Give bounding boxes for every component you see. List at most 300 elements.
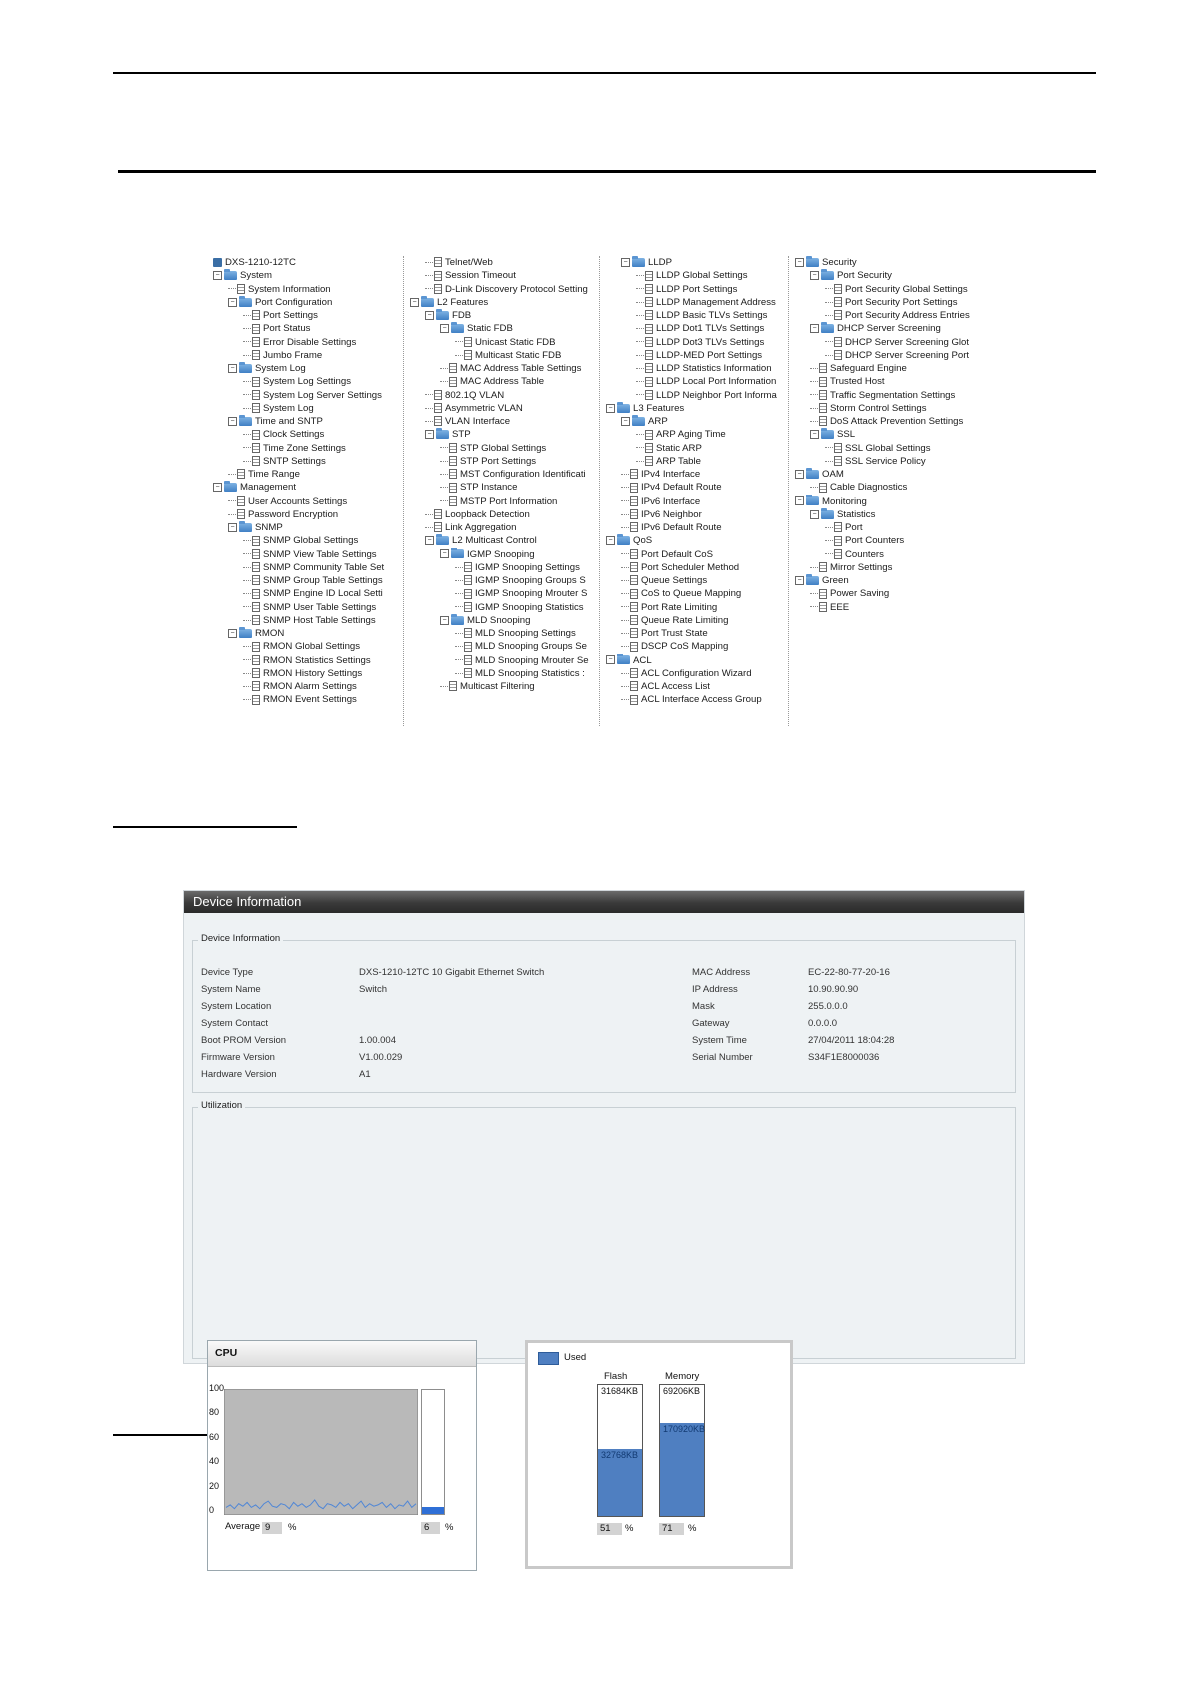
tree-node[interactable] xyxy=(810,561,978,574)
page-icon xyxy=(819,602,827,612)
tree-node[interactable] xyxy=(455,640,602,653)
tree-node[interactable] xyxy=(228,508,410,521)
page-icon xyxy=(645,297,653,307)
tree-node[interactable] xyxy=(810,601,978,614)
tree-connector xyxy=(243,540,251,541)
tree-node[interactable] xyxy=(243,693,410,706)
tree-node[interactable] xyxy=(825,548,978,561)
folder-icon xyxy=(806,576,819,585)
tree-node[interactable] xyxy=(425,508,602,521)
tree-node[interactable] xyxy=(810,481,978,494)
tree-column-2 xyxy=(410,256,602,726)
percent-sign: % xyxy=(688,1523,697,1534)
info-value: 255.0.0.0 xyxy=(808,1001,848,1012)
tree-node[interactable] xyxy=(243,428,410,441)
tree-node[interactable] xyxy=(810,375,978,388)
tree-node[interactable] xyxy=(243,654,410,667)
tree-connector xyxy=(243,646,251,647)
tree-node[interactable] xyxy=(636,442,789,455)
tree-node[interactable] xyxy=(228,627,410,640)
tree-node[interactable] xyxy=(440,614,602,627)
tree-node-label: System Log Server Settings xyxy=(263,389,382,401)
tree-node[interactable] xyxy=(455,587,602,600)
page-icon xyxy=(630,549,638,559)
tree-node-label: Multicast Static FDB xyxy=(475,349,562,361)
tree-node[interactable] xyxy=(243,322,410,335)
page-icon xyxy=(464,668,472,678)
info-label: Device Type xyxy=(201,967,254,978)
tree-node[interactable] xyxy=(228,296,410,309)
tree-node[interactable] xyxy=(243,587,410,600)
tree-node[interactable] xyxy=(810,587,978,600)
tree-connector xyxy=(455,593,463,594)
tree-node-label: IPv6 Default Route xyxy=(641,522,722,533)
tree-node-label: Port Security Port Settings xyxy=(845,296,958,308)
tree-node[interactable] xyxy=(440,322,602,335)
info-value: 0.0.0.0 xyxy=(808,1018,838,1029)
tree-node[interactable] xyxy=(425,389,602,402)
tree-connector xyxy=(621,646,629,647)
tree-connector xyxy=(243,593,251,594)
collapse-toggle-icon[interactable]: − xyxy=(228,298,237,307)
tree-node[interactable] xyxy=(228,495,410,508)
tree-connector xyxy=(621,553,629,554)
tree-node[interactable] xyxy=(636,336,789,349)
tree-connector xyxy=(455,341,463,342)
tree-node[interactable] xyxy=(795,574,978,587)
tree-node[interactable] xyxy=(440,468,602,481)
page-icon xyxy=(464,642,472,652)
tree-node[interactable] xyxy=(825,336,978,349)
tree-node[interactable] xyxy=(425,521,602,534)
tree-node-label: LLDP Statistics Information xyxy=(656,363,772,374)
page-icon xyxy=(252,324,260,334)
tree-node[interactable] xyxy=(621,468,789,481)
tree-node[interactable] xyxy=(810,269,978,282)
tree-node[interactable] xyxy=(810,362,978,375)
tree-node[interactable] xyxy=(621,256,789,269)
tree-node[interactable] xyxy=(243,614,410,627)
percent-sign: % xyxy=(288,1522,297,1533)
tree-node[interactable] xyxy=(810,322,978,335)
y-tick-label: 20 xyxy=(209,1480,220,1491)
collapse-toggle-icon[interactable]: − xyxy=(228,417,237,426)
tree-node[interactable] xyxy=(228,521,410,534)
tree-node-label: MLD Snooping Mrouter Se xyxy=(475,654,589,666)
tree-node[interactable] xyxy=(228,362,410,375)
collapse-toggle-icon[interactable]: − xyxy=(606,404,615,413)
tree-node[interactable] xyxy=(810,428,978,441)
tree-connector xyxy=(440,381,448,382)
tree-node-label: QoS xyxy=(633,535,653,547)
tree-node[interactable] xyxy=(228,415,410,428)
tree-node[interactable] xyxy=(213,481,410,494)
tree-connector xyxy=(243,620,251,621)
tree-node[interactable] xyxy=(825,455,978,468)
folder-icon xyxy=(821,324,834,333)
tree-connector xyxy=(425,394,433,395)
tree-node[interactable] xyxy=(440,362,602,375)
tree-node[interactable] xyxy=(425,256,602,269)
tree-connector xyxy=(621,474,629,475)
tree-node[interactable] xyxy=(825,442,978,455)
tree-node[interactable] xyxy=(455,336,602,349)
tree-node[interactable] xyxy=(810,415,978,428)
tree-node[interactable] xyxy=(810,402,978,415)
tree-node[interactable] xyxy=(455,601,602,614)
collapse-toggle-icon[interactable]: − xyxy=(621,417,630,426)
tree-node[interactable] xyxy=(425,269,602,282)
fieldset-legend: Device Information xyxy=(198,933,283,944)
page-icon xyxy=(834,337,842,347)
info-value: V1.00.029 xyxy=(359,1052,403,1063)
tree-node[interactable] xyxy=(243,667,410,680)
tree-node-label: Jumbo Frame xyxy=(263,349,323,361)
tree-node[interactable] xyxy=(621,640,789,653)
tree-node[interactable] xyxy=(621,574,789,587)
collapse-toggle-icon[interactable]: − xyxy=(425,311,434,320)
page-icon xyxy=(434,403,442,413)
tree-node[interactable] xyxy=(606,402,789,415)
page-icon xyxy=(645,377,653,387)
tree-node[interactable] xyxy=(636,269,789,282)
tree-node[interactable] xyxy=(243,574,410,587)
tree-node[interactable] xyxy=(243,336,410,349)
collapse-toggle-icon[interactable]: − xyxy=(440,549,449,558)
collapse-toggle-icon[interactable]: − xyxy=(606,655,615,664)
info-value: S34F1E8000036 xyxy=(808,1052,880,1063)
cpu-average-value: 9 xyxy=(262,1522,282,1534)
page-icon xyxy=(630,469,638,479)
tree-node-label: Time Zone Settings xyxy=(263,442,346,454)
tree-connector xyxy=(425,514,433,515)
tree-connector xyxy=(425,527,433,528)
collapse-toggle-icon[interactable]: − xyxy=(606,536,615,545)
tree-node[interactable] xyxy=(606,654,789,667)
page-icon xyxy=(252,443,260,453)
tree-connector xyxy=(636,434,644,435)
tree-node[interactable] xyxy=(825,521,978,534)
tree-connector xyxy=(440,487,448,488)
tree-node-label: Traffic Segmentation Settings xyxy=(830,389,956,401)
tree-connector xyxy=(621,580,629,581)
collapse-toggle-icon[interactable]: − xyxy=(440,616,449,625)
tree-connector xyxy=(243,567,251,568)
tree-node-label: ACL Access List xyxy=(641,681,710,692)
info-value: 27/04/2011 18:04:28 xyxy=(808,1035,895,1046)
info-label: Boot PROM Version xyxy=(201,1035,287,1046)
memory-utilization-box xyxy=(525,1340,793,1569)
cpu-title: CPU xyxy=(208,1341,476,1367)
tree-node[interactable] xyxy=(243,601,410,614)
tree-connector xyxy=(440,461,448,462)
tree-node[interactable] xyxy=(636,309,789,322)
tree-node-label: Static ARP xyxy=(656,442,702,454)
tree-node-label: LLDP Dot3 TLVs Settings xyxy=(656,336,765,348)
collapse-toggle-icon[interactable]: − xyxy=(795,470,804,479)
tree-node[interactable] xyxy=(636,455,789,468)
tree-node[interactable] xyxy=(455,627,602,640)
tree-node[interactable] xyxy=(455,667,602,680)
tree-node-label: Mirror Settings xyxy=(830,561,893,573)
folder-icon xyxy=(239,298,252,307)
tree-connector xyxy=(243,447,251,448)
tree-connector xyxy=(425,288,433,289)
collapse-toggle-icon[interactable]: − xyxy=(795,576,804,585)
page-icon xyxy=(252,615,260,625)
tree-node-label: ARP Table xyxy=(656,455,701,467)
collapse-toggle-icon[interactable]: − xyxy=(410,298,419,307)
collapse-toggle-icon[interactable]: − xyxy=(213,483,222,492)
folder-icon xyxy=(632,417,645,426)
tree-node-label: L3 Features xyxy=(633,402,685,414)
tree-connector xyxy=(243,673,251,674)
collapse-toggle-icon[interactable]: − xyxy=(440,324,449,333)
tree-node[interactable] xyxy=(636,389,789,402)
tree-node-label: Error Disable Settings xyxy=(263,336,357,348)
tree-node[interactable] xyxy=(410,296,602,309)
tree-node-label: IGMP Snooping Groups S xyxy=(475,575,586,586)
tree-node[interactable] xyxy=(243,548,410,561)
tree-node[interactable] xyxy=(243,402,410,415)
tree-node[interactable] xyxy=(243,534,410,547)
collapse-toggle-icon[interactable]: − xyxy=(810,510,819,519)
collapse-toggle-icon[interactable]: − xyxy=(810,271,819,280)
tree-connector xyxy=(425,421,433,422)
tree-node[interactable] xyxy=(636,375,789,388)
tree-connector xyxy=(810,593,818,594)
tree-node[interactable] xyxy=(213,269,410,282)
tree-node[interactable] xyxy=(243,680,410,693)
tree-node[interactable] xyxy=(825,309,978,322)
tree-node-label: L2 Multicast Control xyxy=(452,535,537,547)
tree-node[interactable] xyxy=(636,322,789,335)
tree-node[interactable] xyxy=(795,468,978,481)
collapse-toggle-icon[interactable]: − xyxy=(810,430,819,439)
tree-node-label: Time Range xyxy=(248,469,300,480)
tree-node[interactable] xyxy=(621,521,789,534)
tree-node[interactable] xyxy=(440,375,602,388)
tree-connector xyxy=(455,567,463,568)
tree-node-label: User Accounts Settings xyxy=(248,495,348,507)
page-icon xyxy=(630,562,638,572)
tree-node-label: Trusted Host xyxy=(830,376,885,388)
tree-connector xyxy=(455,355,463,356)
page-icon xyxy=(645,363,653,373)
tree-node-label: DXS-1210-12TC xyxy=(225,257,296,268)
tree-node[interactable] xyxy=(825,296,978,309)
tree-connector xyxy=(636,355,644,356)
tree-node[interactable] xyxy=(440,680,602,693)
tree-node[interactable] xyxy=(606,534,789,547)
tree-node-label: Port xyxy=(845,522,863,533)
tree-node[interactable] xyxy=(636,362,789,375)
tree-node-label: MLD Snooping Settings xyxy=(475,628,576,639)
tree-node[interactable] xyxy=(425,283,602,296)
flash-free-text: 31684KB xyxy=(601,1386,639,1396)
tree-node[interactable] xyxy=(621,627,789,640)
tree-node[interactable] xyxy=(243,455,410,468)
tree-node[interactable] xyxy=(621,561,789,574)
tree-node-label: LLDP Management Address xyxy=(656,296,776,308)
page-icon xyxy=(434,271,442,281)
tree-node[interactable] xyxy=(213,256,410,269)
page-icon xyxy=(252,337,260,347)
tree-connector xyxy=(825,540,833,541)
page-icon xyxy=(449,469,457,479)
tree-node[interactable] xyxy=(621,680,789,693)
tree-node-label: IGMP Snooping Settings xyxy=(475,561,580,573)
page-icon xyxy=(252,642,260,652)
info-value: A1 xyxy=(359,1069,371,1080)
tree-node[interactable] xyxy=(621,508,789,521)
page-icon xyxy=(819,416,827,426)
tree-node[interactable] xyxy=(455,561,602,574)
collapse-toggle-icon[interactable]: − xyxy=(795,496,804,505)
tree-node[interactable] xyxy=(440,495,602,508)
collapse-toggle-icon[interactable]: − xyxy=(795,258,804,267)
tree-node[interactable] xyxy=(636,296,789,309)
page-icon xyxy=(252,695,260,705)
tree-connector xyxy=(243,315,251,316)
flash-used-text: 32768KB xyxy=(601,1450,639,1461)
tree-node[interactable] xyxy=(243,640,410,653)
tree-node[interactable] xyxy=(228,283,410,296)
tree-node[interactable] xyxy=(621,548,789,561)
tree-node[interactable] xyxy=(455,574,602,587)
tree-node[interactable] xyxy=(455,654,602,667)
page-icon xyxy=(252,589,260,599)
tree-node[interactable] xyxy=(621,587,789,600)
tree-node[interactable] xyxy=(621,693,789,706)
page-icon xyxy=(645,271,653,281)
collapse-toggle-icon[interactable]: − xyxy=(810,324,819,333)
tree-node[interactable] xyxy=(243,561,410,574)
tree-node[interactable] xyxy=(795,256,978,269)
collapse-toggle-icon[interactable]: − xyxy=(228,523,237,532)
tree-node[interactable] xyxy=(440,481,602,494)
tree-node-label: Queue Settings xyxy=(641,575,708,586)
tree-node[interactable] xyxy=(621,481,789,494)
tree-node[interactable] xyxy=(621,415,789,428)
tree-node[interactable] xyxy=(243,442,410,455)
flash-usage-bar xyxy=(597,1384,643,1517)
page-icon xyxy=(434,416,442,426)
tree-node[interactable] xyxy=(440,442,602,455)
collapse-toggle-icon[interactable]: − xyxy=(621,258,630,267)
tree-node[interactable] xyxy=(243,375,410,388)
tree-node-label: 802.1Q VLAN xyxy=(445,389,505,401)
y-tick-label: 60 xyxy=(209,1431,220,1442)
folder-icon xyxy=(421,298,434,307)
tree-node-label: STP Global Settings xyxy=(460,442,547,454)
tree-node-label: MST Configuration Identificati xyxy=(460,469,586,480)
tree-node[interactable] xyxy=(795,495,978,508)
tree-node-label: STP Instance xyxy=(460,482,518,494)
tree-node[interactable] xyxy=(455,349,602,362)
tree-node-label: Multicast Filtering xyxy=(460,681,535,692)
tree-node[interactable] xyxy=(825,349,978,362)
tree-node[interactable] xyxy=(243,349,410,362)
tree-node-label: Unicast Static FDB xyxy=(475,336,556,348)
collapse-toggle-icon[interactable]: − xyxy=(228,364,237,373)
info-label: Firmware Version xyxy=(201,1052,275,1063)
collapse-toggle-icon[interactable]: − xyxy=(228,629,237,638)
info-value: 1.00.004 xyxy=(359,1035,396,1046)
tree-connector xyxy=(810,567,818,568)
tree-node[interactable] xyxy=(425,534,602,547)
tree-connector xyxy=(621,673,629,674)
tree-connector xyxy=(636,288,644,289)
tree-node[interactable] xyxy=(636,349,789,362)
tree-node-label: SNTP Settings xyxy=(263,455,326,467)
tree-node[interactable] xyxy=(425,309,602,322)
utilization-fieldset xyxy=(192,1100,1016,1534)
info-label: System Name xyxy=(201,984,261,995)
tree-node[interactable] xyxy=(621,601,789,614)
tree-node[interactable] xyxy=(636,428,789,441)
page-icon xyxy=(434,257,442,267)
tree-node[interactable] xyxy=(425,428,602,441)
page-icon xyxy=(834,549,842,559)
tree-connector xyxy=(621,487,629,488)
tree-node[interactable] xyxy=(621,614,789,627)
collapse-toggle-icon[interactable]: − xyxy=(425,536,434,545)
page-icon xyxy=(464,602,472,612)
tree-node-label: LLDP Neighbor Port Informa xyxy=(656,389,777,401)
collapse-toggle-icon[interactable]: − xyxy=(425,430,434,439)
tree-node-label: D-Link Discovery Protocol Setting xyxy=(445,283,588,295)
page-icon xyxy=(464,655,472,665)
tree-node-label: Port Security Global Settings xyxy=(845,283,968,295)
tree-node-label: MAC Address Table Settings xyxy=(460,363,582,374)
tree-node-label: Management xyxy=(240,482,296,494)
collapse-toggle-icon[interactable]: − xyxy=(213,271,222,280)
tree-node[interactable] xyxy=(810,508,978,521)
tree-node[interactable] xyxy=(621,495,789,508)
tree-node[interactable] xyxy=(810,389,978,402)
page-icon xyxy=(449,377,457,387)
tree-node-label: MLD Snooping Groups Se xyxy=(475,641,587,653)
tree-connector xyxy=(455,646,463,647)
tree-node[interactable] xyxy=(440,548,602,561)
folder-icon xyxy=(821,271,834,280)
page-icon xyxy=(449,443,457,453)
page-icon xyxy=(237,284,245,294)
tree-node[interactable] xyxy=(440,455,602,468)
tree-column-1 xyxy=(213,256,410,726)
tree-node-label: Asymmetric VLAN xyxy=(445,402,523,414)
page-icon xyxy=(252,350,260,360)
y-tick-label: 0 xyxy=(209,1505,215,1515)
tree-node-label: STP Port Settings xyxy=(460,455,537,467)
legend-label: Used xyxy=(564,1352,587,1363)
tree-connector xyxy=(440,500,448,501)
tree-node[interactable] xyxy=(425,415,602,428)
tree-node[interactable] xyxy=(243,389,410,402)
tree-node[interactable] xyxy=(228,468,410,481)
tree-node[interactable] xyxy=(825,534,978,547)
tree-node[interactable] xyxy=(243,309,410,322)
tree-node-label: LLDP Global Settings xyxy=(656,270,748,282)
tree-node[interactable] xyxy=(636,283,789,296)
tree-node[interactable] xyxy=(825,283,978,296)
tree-node[interactable] xyxy=(425,402,602,415)
tree-node[interactable] xyxy=(621,667,789,680)
tree-connector xyxy=(810,368,818,369)
tree-node-label: System xyxy=(240,270,272,282)
tree-node-label: Safeguard Engine xyxy=(830,363,907,374)
